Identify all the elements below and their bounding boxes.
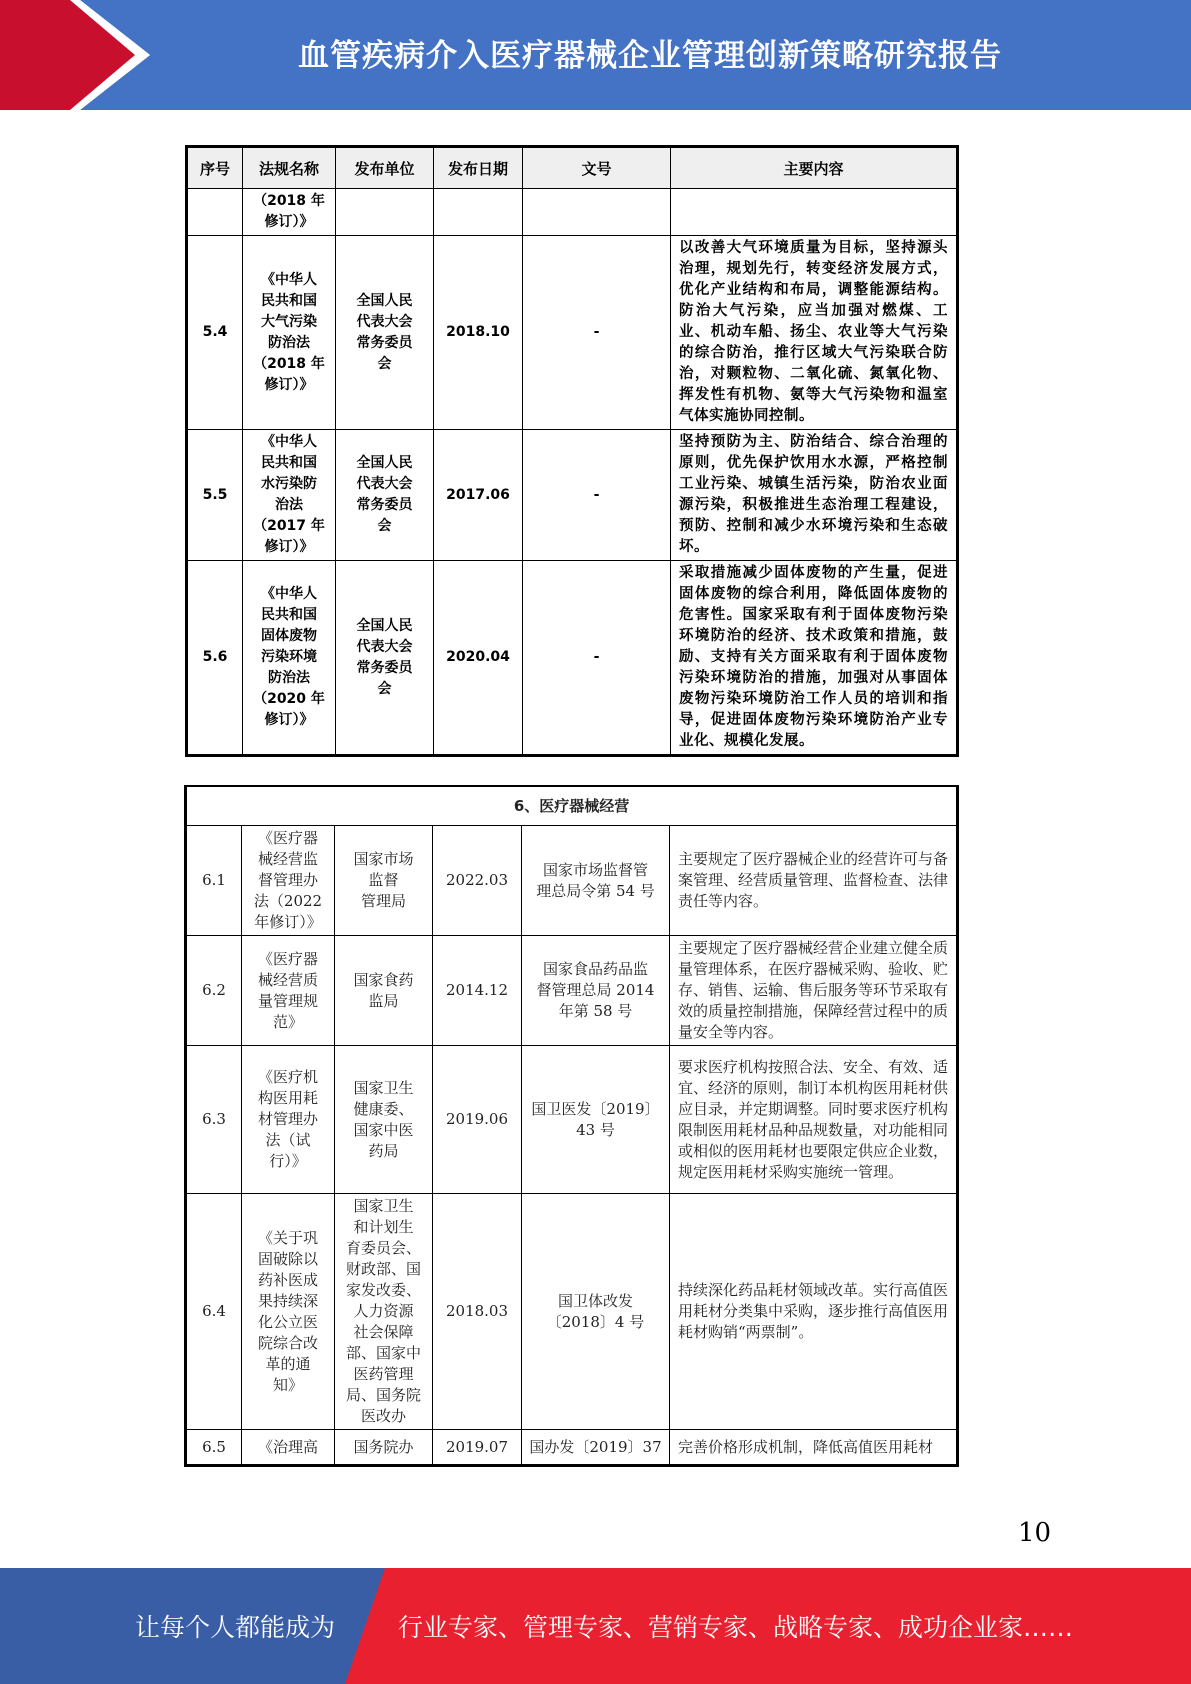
page-number: 10 [1018, 1518, 1052, 1548]
page-header [0, 0, 1191, 110]
cell-doc-no: - [523, 236, 671, 430]
cell-date: 2020.04 [434, 561, 523, 756]
cell-doc-no: 国办发〔2019〕37 [522, 1430, 670, 1466]
table-header-row [187, 147, 958, 189]
cell-name: 《中华人 民共和国 水污染防 治法 （2017 年 修订）》 [243, 430, 336, 561]
table-row [186, 826, 958, 936]
cell-doc-no [523, 189, 671, 236]
table-row [186, 1430, 958, 1466]
cell-date: 2022.03 [433, 826, 522, 936]
cell-date: 2018.10 [434, 236, 523, 430]
cell-doc-no: 国卫体改发 〔2018〕4 号 [522, 1194, 670, 1430]
cell-doc-no: 国家市场监督管 理总局令第 54 号 [522, 826, 670, 936]
cell-issuer: 全国人民 代表大会 常务委员 会 [336, 561, 434, 756]
cell-no: 6.3 [186, 1046, 242, 1194]
cell-content: 坚持预防为主、防治结合、综合治理的原则，优先保护饮用水水源，严格控制工业污染、城镇生活污染，防治农业面源污染，积极推进生态治理工程建设，预防、控制和减少水环境污染和生态破坏。 [671, 430, 958, 561]
section-header-row [186, 786, 958, 826]
cell-issuer: 国家卫生 健康委、 国家中医 药局 [335, 1046, 433, 1194]
cell-issuer: 全国人民 代表大会 常务委员 会 [336, 236, 434, 430]
table-row [186, 1194, 958, 1430]
cell-date: 2017.06 [434, 430, 523, 561]
column-header-date: 发布日期 [434, 147, 523, 189]
cell-content: 要求医疗机构按照合法、安全、有效、适宜、经济的原则，制订本机构医用耗材供应目录，并定期调整。同时要求医疗机构限制医用耗材品种品规数量，对功能相同或相似的医用耗材也要限定供应企业数，规定医用耗材采购实施统一管理。 [670, 1046, 958, 1194]
table-row [187, 561, 958, 756]
cell-name: 《医疗器 械经营质 量管理规 范》 [242, 936, 335, 1046]
regulations-table-environment [185, 145, 959, 757]
column-header-name: 法规名称 [243, 147, 336, 189]
regulations-table-device-distribution [184, 785, 959, 1467]
table-row [187, 236, 958, 430]
cell-no: 5.6 [187, 561, 243, 756]
cell-no: 5.5 [187, 430, 243, 561]
cell-content: 持续深化药品耗材领域改革。实行高值医用耗材分类集中采购，逐步推行高值医用耗材购销“两票制”。 [670, 1194, 958, 1430]
cell-content: 主要规定了医疗器械经营企业建立健全质量管理体系，在医疗器械采购、验收、贮存、销售、运输、售后服务等环节采取有效的质量控制措施，保障经营过程中的质量安全等内容。 [670, 936, 958, 1046]
table-row [187, 430, 958, 561]
cell-no: 6.1 [186, 826, 242, 936]
cell-no: 6.5 [186, 1430, 242, 1466]
cell-name: 《医疗器 械经营监 督管理办 法（2022 年修订）》 [242, 826, 335, 936]
cell-no: 6.2 [186, 936, 242, 1046]
cell-content [671, 189, 958, 236]
cell-issuer: 国家卫生 和计划生 育委员会、 财政部、国 家发改委、 人力资源 社会保障 部、国家中 医药管理 局、国务院 医改办 [335, 1194, 433, 1430]
column-header-doc-no: 文号 [523, 147, 671, 189]
cell-doc-no: - [523, 561, 671, 756]
footer-slogan-left: 让每个人都能成为 [135, 1613, 336, 1642]
cell-issuer: 国家市场 监督 管理局 [335, 826, 433, 936]
cell-name: 《关于巩 固破除以 药补医成 果持续深 化公立医 院综合改 革的通 知》 [242, 1194, 335, 1430]
cell-name: 《医疗机 构医用耗 材管理办 法（试 行）》 [242, 1046, 335, 1194]
cell-name: 《治理高 [242, 1430, 335, 1466]
cell-name: 《中华人 民共和国 固体废物 污染环境 防治法 （2020 年 修订）》 [243, 561, 336, 756]
cell-content: 采取措施减少固体废物的产生量，促进固体废物的综合利用，降低固体废物的危害性。国家采取有利于固体废物污染环境防治的经济、技术政策和措施，鼓励、支持有关方面采取有利于固体废物污染环境防治的措施，加强对从事固体废物污染环境防治工作人员的培训和指导，促进固体废物污染环境防治产业专业化、规模化发展。 [671, 561, 958, 756]
cell-no: 6.4 [186, 1194, 242, 1430]
table-row [186, 1046, 958, 1194]
column-header-no: 序号 [187, 147, 243, 189]
cell-issuer [336, 189, 434, 236]
cell-name: 《中华人 民共和国 大气污染 防治法 （2018 年 修订）》 [243, 236, 336, 430]
cell-date [434, 189, 523, 236]
table-row [186, 936, 958, 1046]
cell-doc-no: 国卫医发〔2019〕 43 号 [522, 1046, 670, 1194]
cell-name: （2018 年 修订）》 [243, 189, 336, 236]
column-header-content: 主要内容 [671, 147, 958, 189]
cell-date: 2019.06 [433, 1046, 522, 1194]
cell-issuer: 国家食药 监局 [335, 936, 433, 1046]
cell-content: 主要规定了医疗器械企业的经营许可与备案管理、经营质量管理、监督检查、法律责任等内容。 [670, 826, 958, 936]
document-title: 血管疾病介入医疗器械企业管理创新策略研究报告 [298, 37, 1002, 74]
cell-doc-no: - [523, 430, 671, 561]
page-footer [0, 1568, 1191, 1684]
cell-date: 2018.03 [433, 1194, 522, 1430]
section-title: 6、医疗器械经营 [186, 786, 958, 826]
cell-content: 完善价格形成机制，降低高值医用耗材 [670, 1430, 958, 1466]
cell-issuer: 国务院办 [335, 1430, 433, 1466]
cell-date: 2019.07 [433, 1430, 522, 1466]
footer-slogan-right: 行业专家、管理专家、营销专家、战略专家、成功企业家…… [398, 1613, 1074, 1642]
cell-content: 以改善大气环境质量为目标，坚持源头治理，规划先行，转变经济发展方式，优化产业结构和布局，调整能源结构。防治大气污染，应当加强对燃煤、工业、机动车船、扬尘、农业等大气污染的综合防治，推行区域大气污染联合防治，对颗粒物、二氧化硫、氮氧化物、挥发性有机物、氨等大气污染物和温室气体实施协同控制。 [671, 236, 958, 430]
table-row [187, 189, 958, 236]
cell-no: 5.4 [187, 236, 243, 430]
cell-doc-no: 国家食品药品监 督管理总局 2014 年第 58 号 [522, 936, 670, 1046]
cell-issuer: 全国人民 代表大会 常务委员 会 [336, 430, 434, 561]
cell-date: 2014.12 [433, 936, 522, 1046]
cell-no [187, 189, 243, 236]
column-header-issuer: 发布单位 [336, 147, 434, 189]
